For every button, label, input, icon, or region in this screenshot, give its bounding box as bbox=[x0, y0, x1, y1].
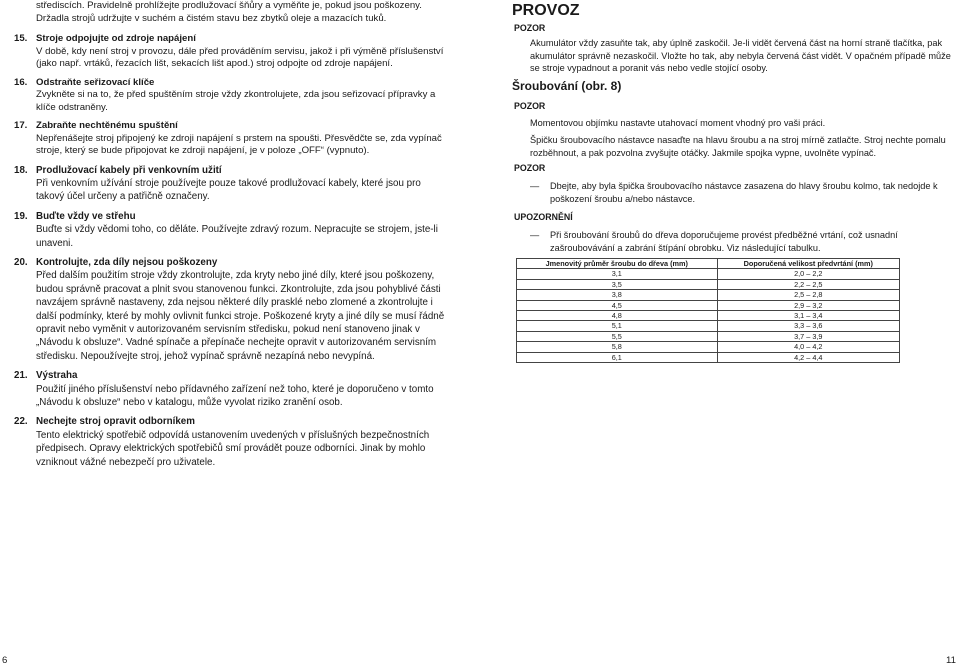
pozor-label: POZOR bbox=[514, 23, 546, 33]
item-title: Prodlužovací kabely při venkovním užití bbox=[36, 164, 222, 176]
table-cell: 2,5 – 2,8 bbox=[717, 290, 899, 300]
page-number-right: 11 bbox=[946, 655, 956, 666]
item-body: Tento elektrický spotřebič odpovídá ustanovením uvedených v příslušných bezpečnostních předpisech. Opravy elektrických spotřebičů smí provádět pouze odborníci. Jinak by mohlo vzniknout vážné nebezpečí pro uživatele. bbox=[36, 429, 430, 468]
item-number: 15. bbox=[14, 33, 28, 44]
bit-note: Špičku šroubovacího nástavce nasaďte na hlavu šroubu a na stroj mírně zatlačte. Stroj nechte pomalu rozběhnout, a pak pozvolna zvyšujte otáčky. Jakmile spojka vypne, uvolněte vypínač. bbox=[530, 135, 946, 158]
item-title: Stroje odpojujte od zdroje napájení bbox=[36, 33, 196, 44]
table-header: Doporučená velikost předvrtání (mm) bbox=[717, 259, 899, 269]
table-cell: 3,5 bbox=[517, 279, 718, 289]
item-body: V době, kdy není stroj v provozu, dále před prováděním servisu, jakož i při výměně příslušenství (jako např. vrtáků, řezacích lišt, sekacích lišt apod.) stroj odpojte od zdroje napájení. bbox=[36, 45, 444, 69]
safety-item-19 bbox=[0, 210, 448, 250]
table-row bbox=[517, 342, 900, 352]
item-number: 19. bbox=[14, 210, 28, 222]
table-cell: 4,2 – 4,4 bbox=[717, 352, 899, 362]
table-cell: 5,8 bbox=[517, 342, 718, 352]
item-number: 18. bbox=[14, 164, 28, 176]
table-cell: 3,7 – 3,9 bbox=[717, 331, 899, 341]
item-body: Buďte si vždy vědomi toho, co děláte. Používejte zdravý rozum. Nepracujte se strojem, jste-li unaveni. bbox=[36, 224, 438, 249]
safety-item-20 bbox=[0, 256, 448, 363]
item-number: 20. bbox=[14, 256, 28, 268]
table-row bbox=[517, 279, 900, 289]
intro-line: Držadla strojů udržujte v suchém a čistém stavu bez zbytků oleje a mazacích tuků. bbox=[36, 12, 387, 24]
item-body: Při venkovním užívání stroje používejte pouze takové prodlužovací kabely, které jsou pro takový účel určeny a patřičně označeny. bbox=[36, 177, 421, 203]
bullet-text: Dbejte, aby byla špička šroubovacího nástavce zasazena do hlavy šroubu kolmo, tak nedojde k poškození šroubu a/nebo nástavce. bbox=[550, 181, 938, 204]
pozor-label: POZOR bbox=[514, 163, 546, 173]
item-body: Nepřenášejte stroj připojený ke zdroji napájení s prstem na spoušti. Přesvědčte se, zda vypínač stroje, který se bude připojovat ke zdroji napájení, je v poloze „OFF“ (vypnuto). bbox=[36, 132, 442, 156]
table-cell: 2,0 – 2,2 bbox=[717, 269, 899, 279]
item-body: Zvykněte si na to, že před spuštěním stroje vždy zkontrolujete, zda jsou seřizovací přípravky a klíče odstraněny. bbox=[36, 89, 436, 113]
intro-line: střediscích. Pravidelně prohlížejte prodlužovací šňůry a vyměňte je, pokud jsou poškozeny. bbox=[36, 0, 422, 11]
table-cell: 5,1 bbox=[517, 321, 718, 331]
item-body: Použití jiného příslušenství nebo přídavného zařízení než toho, které je doporučeno v tomto „Návodu k obsluze“ nebo v katalogu, může vyvolat riziko zranění osob. bbox=[36, 383, 434, 408]
table-row bbox=[517, 290, 900, 300]
table-cell: 4,8 bbox=[517, 310, 718, 320]
item-title: Zabraňte nechtěnému spuštění bbox=[36, 120, 178, 131]
upozorneni-label: UPOZORNĚNÍ bbox=[514, 212, 573, 222]
table-cell: 2,9 – 3,2 bbox=[717, 300, 899, 310]
table-row bbox=[517, 321, 900, 331]
battery-note: Akumulátor vždy zasuňte tak, aby úplně zaskočil. Je-li vidět červená část na horní straně tlačítka, pak akumulátor správně nezaskočil. Vložte ho tak, aby nebyla červená část vidět. V opačném případě může se stroje vypadnout a poranit vás nebo vedle stojící osoby. bbox=[530, 38, 951, 73]
item-number: 17. bbox=[14, 120, 28, 131]
torque-note: Momentovou objímku nastavte utahovací moment vhodný pro vaši práci. bbox=[530, 117, 826, 128]
table-cell: 3,3 – 3,6 bbox=[717, 321, 899, 331]
table-row bbox=[517, 269, 900, 279]
item-body: Před dalším použitím stroje vždy zkontrolujte, zda kryty nebo jiné díly, které jsou poškozeny, budou správně pracovat a plnit svou stanovenou funkci. Zkontrolujte, zda jsou pohyblivé části navzájem správně nastaveny, zda nejsou některé díly prasklé nebo zlomené a zkontrolujte i další podmínky, které by mohly ovlivnit funkci stroje. Poškozené kryty a jiné díly se musí řádně opravit nebo vyměnit v autorizovaném servisním středisku, pokud není stanoveno jinak v „Návodu k obsluze“. Vadné spínače a přepínače nechejte opravit v autorizovaném servisním středisku. Nepoužívejte stroj, jehož vypínač správně nezapíná nebo nevypíná. bbox=[36, 270, 445, 362]
section-title: PROVOZ bbox=[512, 2, 580, 19]
safety-item-17 bbox=[0, 120, 448, 158]
table-cell: 2,2 – 2,5 bbox=[717, 279, 899, 289]
item-number: 22. bbox=[14, 416, 28, 428]
item-title: Buďte vždy ve střehu bbox=[36, 210, 136, 222]
dash-marker: — bbox=[530, 181, 540, 191]
table-header-row bbox=[517, 259, 900, 269]
bit-alignment-note bbox=[530, 180, 960, 205]
dash-marker: — bbox=[530, 230, 540, 240]
table-cell: 4,0 – 4,2 bbox=[717, 342, 899, 352]
screwdriving-heading: Šroubování (obr. 8) bbox=[512, 78, 622, 93]
safety-item-15 bbox=[0, 33, 448, 71]
table-row bbox=[517, 352, 900, 362]
item-number: 21. bbox=[14, 370, 28, 382]
safety-item-22 bbox=[0, 415, 448, 469]
item-title: Nechejte stroj opravit odborníkem bbox=[36, 416, 195, 428]
table-cell: 6,1 bbox=[517, 352, 718, 362]
table-cell: 3,1 – 3,4 bbox=[717, 310, 899, 320]
table-cell: 4,5 bbox=[517, 300, 718, 310]
predrill-table bbox=[516, 258, 900, 363]
item-number: 16. bbox=[14, 76, 28, 88]
right-column bbox=[512, 0, 960, 363]
bullet-text: Při šroubování šroubů do dřeva doporučujeme provést předběžné vrtání, což usnadní zašroubovávání a zabrání štípání obrobku. Viz následující tabulku. bbox=[550, 230, 898, 253]
safety-item-18 bbox=[0, 164, 448, 204]
table-row bbox=[517, 331, 900, 341]
intro-text bbox=[0, 0, 448, 25]
table-row bbox=[517, 300, 900, 310]
table-cell: 5,5 bbox=[517, 331, 718, 341]
item-title: Výstraha bbox=[36, 370, 78, 382]
page-number-left: 6 bbox=[2, 655, 8, 666]
predrill-note bbox=[530, 229, 960, 254]
left-column bbox=[0, 0, 448, 469]
item-title: Odstraňte seřizovací klíče bbox=[36, 76, 155, 88]
pozor-label: POZOR bbox=[514, 100, 546, 111]
table-cell: 3,8 bbox=[517, 290, 718, 300]
safety-item-16 bbox=[0, 77, 448, 115]
item-title: Kontrolujte, zda díly nejsou poškozeny bbox=[36, 256, 218, 268]
table-row bbox=[517, 310, 900, 320]
table-header: Jmenovitý průměr šroubu do dřeva (mm) bbox=[517, 259, 718, 269]
table-cell: 3,1 bbox=[517, 269, 718, 279]
safety-item-21 bbox=[0, 369, 448, 409]
